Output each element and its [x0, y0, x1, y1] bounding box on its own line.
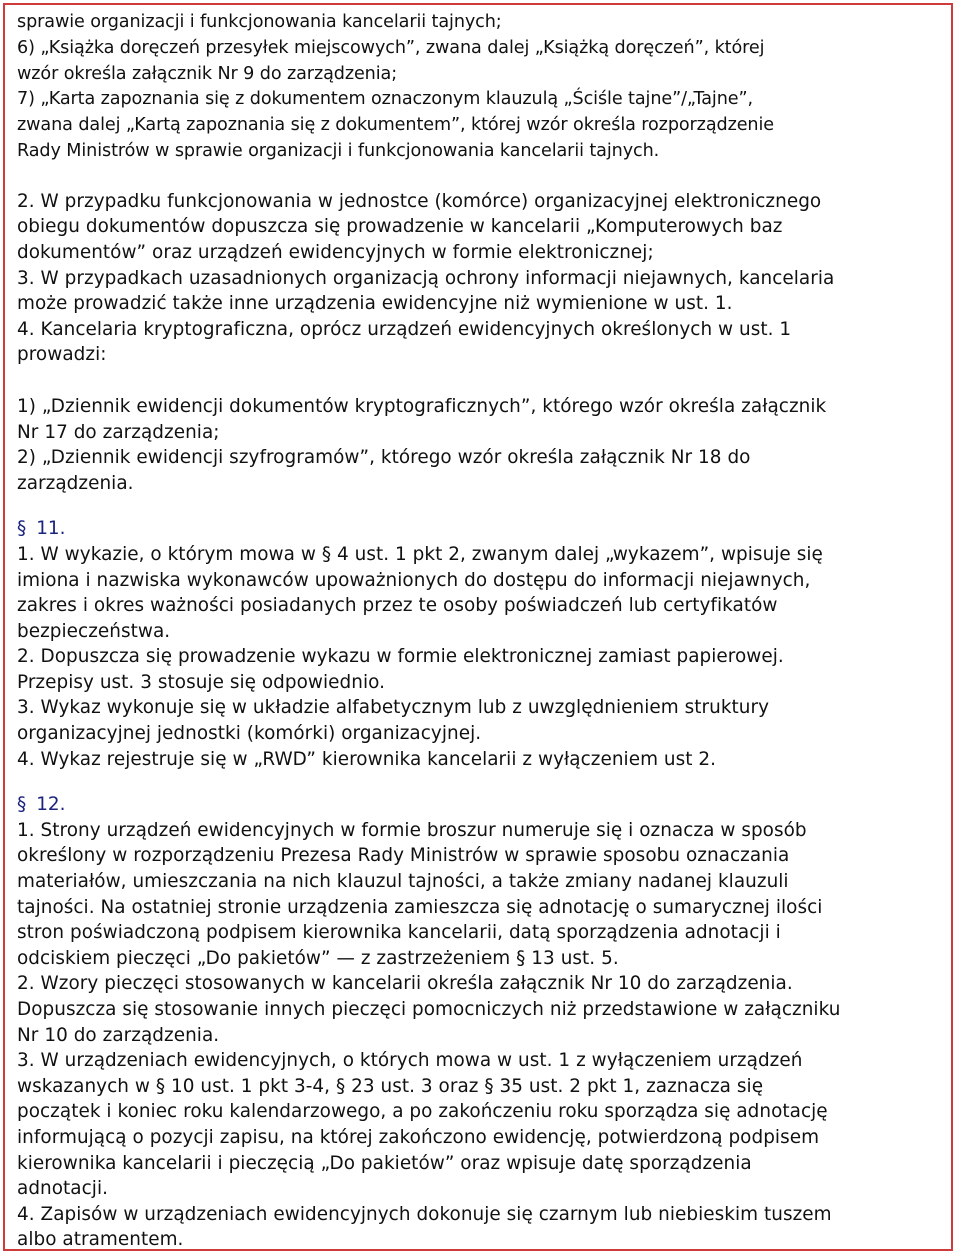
- text-line: zarządzenia.: [17, 472, 134, 494]
- text-line: zwana dalej „Kartą zapoznania się z dokumentem”, której wzór określa rozporządzenie: [17, 115, 774, 136]
- text-line: 3. W urządzeniach ewidencyjnych, o których mowa w ust. 1 z wyłączeniem urządzeń: [17, 1050, 803, 1072]
- text-line: 1. Strony urządzeń ewidencyjnych w formie broszur numeruje się i oznacza w sposób: [17, 819, 807, 841]
- list-items-6-7: [17, 10, 937, 165]
- text-line: 4. Zapisów w urządzeniach ewidencyjnych dokonuje się czarnym lub niebieskim tuszem: [17, 1203, 832, 1225]
- text-line: stron poświadczoną podpisem kierownika kancelarii, datą sporządzenia adnotacji i: [17, 922, 781, 944]
- text-line: dokumentów” oraz urządzeń ewidencyjnych w formie elektronicznej;: [17, 241, 654, 263]
- text-line: bezpieczeństwa.: [17, 620, 171, 642]
- text-line: Nr 10 do zarządzenia.: [17, 1024, 220, 1046]
- text-line: wskazanych w § 10 ust. 1 pkt 3-4, § 23 ust. 3 oraz § 35 ust. 2 pkt 1, zaznacza się: [17, 1075, 764, 1097]
- text-line: 3. W przypadkach uzasadnionych organizacją ochrony informacji niejawnych, kancelaria: [17, 267, 835, 289]
- text-line: 3. Wykaz wykonuje się w układzie alfabetycznym lub z uwzględnieniem struktury: [17, 697, 770, 719]
- text-line: może prowadzić także inne urządzenia ewidencyjne niż wymienione w ust. 1.: [17, 293, 733, 315]
- paragraphs-2-4: [17, 189, 937, 368]
- text-line: Dopuszcza się stosowanie innych pieczęci pomocniczych niż przedstawione w załączniku: [17, 999, 841, 1020]
- text-line: 2. Dopuszcza się prowadzenie wykazu w formie elektronicznej zamiast papierowej.: [17, 646, 784, 668]
- text-line: Nr 17 do zarządzenia;: [17, 421, 220, 443]
- section-number: 11.: [36, 518, 66, 540]
- text-line: 4. Wykaz rejestruje się w „RWD” kierownika kancelarii z wyłączeniem ust 2.: [17, 748, 717, 770]
- section-symbol: §: [17, 518, 27, 540]
- crypto-registers-list: [17, 394, 937, 496]
- section-12-body: [17, 818, 937, 1253]
- text-line: informującą o pozycji zapisu, na której zakończono ewidencję, potwierdzoną podpisem: [17, 1126, 820, 1148]
- text-line: adnotacji.: [17, 1178, 109, 1200]
- section-number: 12.: [36, 794, 66, 816]
- text-line: 2) „Dziennik ewidencji szyfrogramów”, którego wzór określa załącznik Nr 18 do: [17, 447, 751, 469]
- section-12-heading: [17, 792, 937, 818]
- text-line: 1. W wykazie, o którym mowa w § 4 ust. 1 pkt 2, zwanym dalej „wykazem”, wpisuje się: [17, 543, 823, 565]
- text-line: 7) „Karta zapoznania się z dokumentem oznaczonym klauzulą „Ściśle tajne”/„Tajne”,: [17, 89, 754, 110]
- text-line: 6) „Książka doręczeń przesyłek miejscowych”, zwana dalej „Książką doręczeń”, której: [17, 37, 765, 58]
- text-line: imiona i nazwiska wykonawców upoważnionych do dostępu do informacji niejawnych,: [17, 569, 811, 591]
- text-line: zakres i okres ważności posiadanych przez te osoby poświadczeń lub certyfikatów: [17, 595, 778, 617]
- text-line: sprawie organizacji i funkcjonowania kancelarii tajnych;: [17, 12, 502, 32]
- text-line: tajności. Na ostatniej stronie urządzenia zamieszcza się adnotację o sumarycznej ilości: [17, 896, 823, 918]
- text-line: 2. W przypadku funkcjonowania w jednostce (komórce) organizacyjnej elektronicznego: [17, 190, 822, 212]
- text-line: albo atramentem.: [17, 1229, 184, 1251]
- text-line: określony w rozporządzeniu Prezesa Rady Ministrów w sprawie sposobu oznaczania: [17, 845, 790, 867]
- section-symbol: §: [17, 794, 27, 816]
- text-line: organizacyjnej jednostki (komórki) organizacyjnej.: [17, 723, 482, 745]
- text-line: 2. Wzory pieczęci stosowanych w kancelarii określa załącznik Nr 10 do zarządzenia.: [17, 973, 793, 995]
- text-line: wzór określa załącznik Nr 9 do zarządzenia;: [17, 63, 398, 84]
- text-line: materiałów, umieszczania na nich klauzul tajności, a także zmiany nadanej klauzuli: [17, 871, 789, 893]
- text-line: 1) „Dziennik ewidencji dokumentów kryptograficznych”, którego wzór określa załącznik: [17, 395, 827, 417]
- text-line: Rady Ministrów w sprawie organizacji i funkcjonowania kancelarii tajnych.: [17, 140, 660, 161]
- document-body: [17, 10, 937, 1253]
- text-line: 4. Kancelaria kryptograficzna, oprócz urządzeń ewidencyjnych określonych w ust. 1: [17, 318, 792, 340]
- section-11-body: [17, 542, 937, 772]
- text-line: odciskiem pieczęci „Do pakietów” — z zastrzeżeniem § 13 ust. 5.: [17, 947, 619, 969]
- text-line: początek i koniec roku kalendarzowego, a po zakończeniu roku sporządza się adnotację: [17, 1101, 828, 1123]
- text-line: kierownika kancelarii i pieczęcią „Do pakietów” oraz wpisuje datę sporządzenia: [17, 1152, 752, 1174]
- text-line: obiegu dokumentów dopuszcza się prowadzenie w kancelarii „Komputerowych baz: [17, 216, 783, 238]
- text-line: prowadzi:: [17, 344, 107, 366]
- section-11-heading: [17, 516, 937, 542]
- text-line: Przepisy ust. 3 stosuje się odpowiednio.: [17, 671, 386, 693]
